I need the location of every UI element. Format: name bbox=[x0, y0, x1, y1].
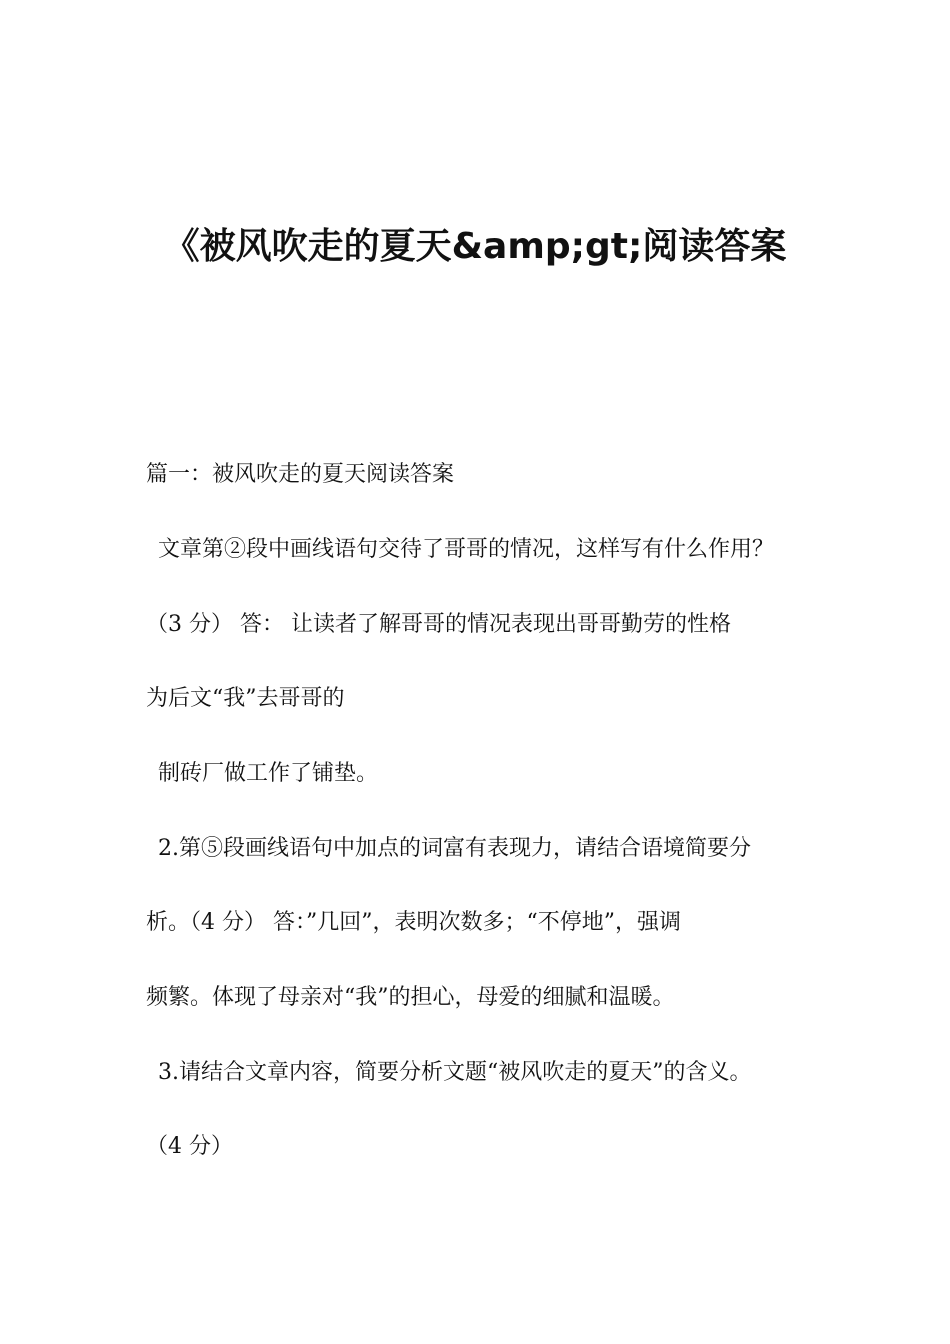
question-3-text: 3.请结合文章内容，简要分析文题“被风吹走的夏天”的含义。 bbox=[158, 1060, 752, 1085]
question-1-answer-end: 制砖厂做工作了铺垫。 bbox=[158, 761, 379, 786]
question-1-answer-cont: 为后文“我”去哥哥的 bbox=[146, 686, 345, 711]
section-heading: 篇一：被风吹走的夏天阅读答案 bbox=[146, 462, 455, 487]
question-2-text: 2.第⑤段画线语句中加点的词富有表现力，请结合语境简要分 bbox=[158, 836, 751, 861]
question-1-answer: （3 分） 答： 让读者了解哥哥的情况表现出哥哥勤劳的性格 bbox=[146, 612, 731, 637]
question-3-score: （4 分） bbox=[146, 1134, 233, 1159]
question-2-answer-cont: 频繁。体现了母亲对“我”的担心，母爱的细腻和温暖。 bbox=[146, 985, 675, 1010]
question-2-answer: 析。（4 分） 答：”几回”，表明次数多；“不停地”，强调 bbox=[146, 910, 681, 935]
question-1-text: 文章第②段中画线语句交待了哥哥的情况，这样写有什么作用？ bbox=[158, 537, 775, 562]
document-title: 《被风吹走的夏天&amp;gt;阅读答案 bbox=[163, 226, 787, 267]
